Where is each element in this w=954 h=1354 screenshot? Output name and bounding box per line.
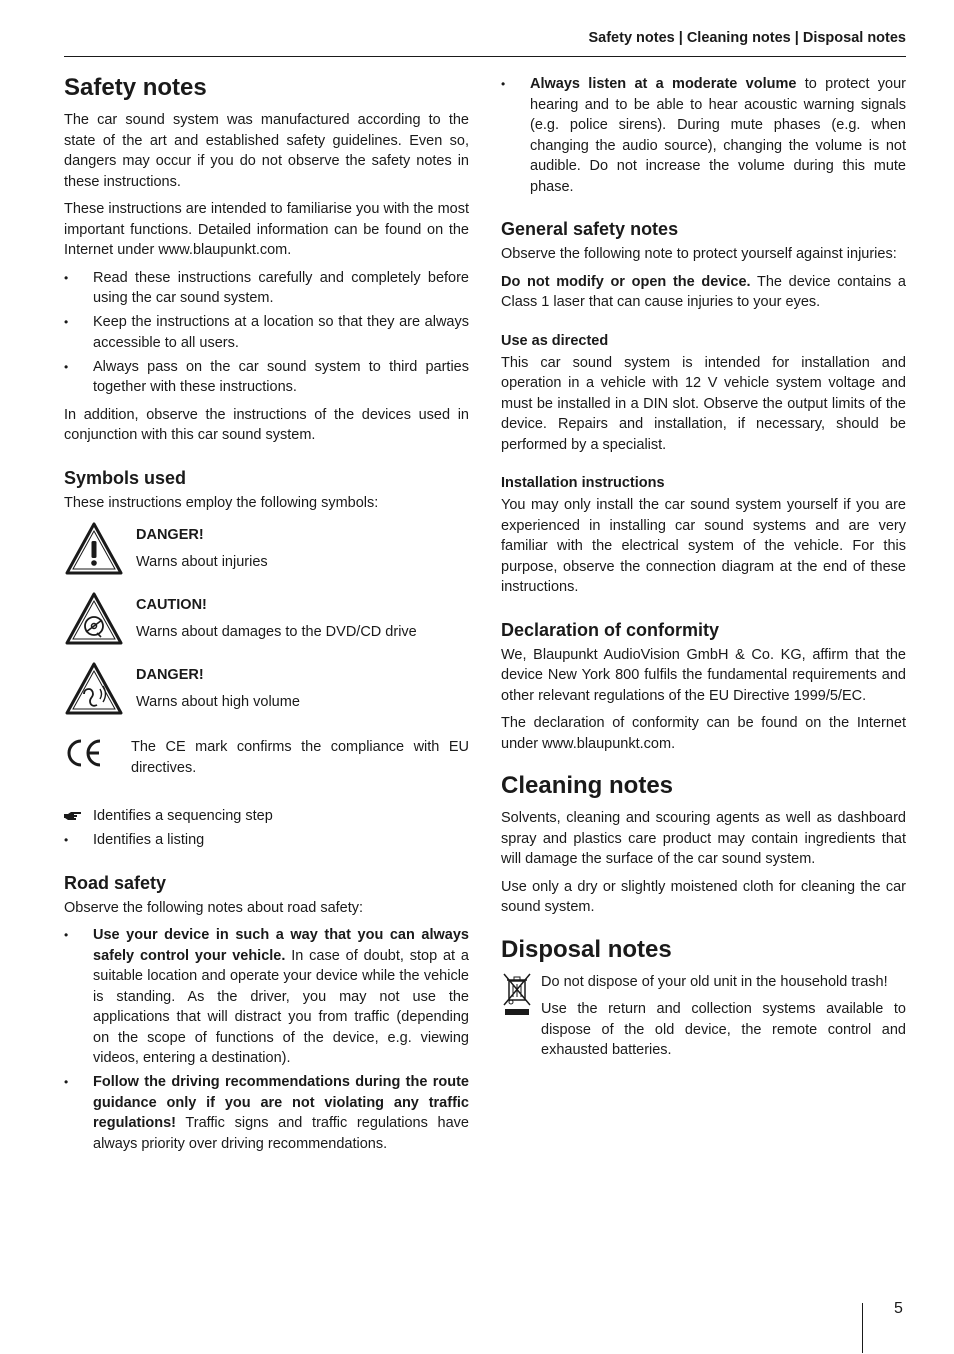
safety-notes-heading: Safety notes	[64, 74, 207, 101]
list-item	[64, 1072, 469, 1154]
safety-paragraph-2: These instructions are intended to familiarise you with the most important functions. Detailed information can be found on the Internet under www.blaupunkt.com.	[64, 201, 469, 258]
warning-triangle-icon	[64, 521, 136, 583]
volume-list	[501, 74, 906, 197]
pointing-hand-icon	[64, 811, 82, 821]
symbol-danger-volume	[64, 661, 469, 723]
road-safety-heading: Road safety	[64, 872, 167, 893]
page-number: 5	[894, 1300, 903, 1317]
modify-bold: Do not modify or open the device.	[501, 273, 751, 290]
general-safety-heading: General safety notes	[501, 219, 679, 239]
safety-bullet-list	[64, 268, 469, 398]
list-item	[64, 806, 469, 827]
crossed-bin-icon	[501, 972, 541, 1068]
list-item	[64, 925, 469, 1069]
symbol-description: Warns about injuries	[136, 554, 268, 570]
disposal-row	[501, 972, 906, 1068]
volume-text: to protect your hearing and to be able to hear acoustic warning signals (e.g. police sirens). During mute phases (e.g. when changing the audio source), changing the volume is not audible. Do not increase the volume during this mute phase.	[530, 76, 906, 195]
list-item	[501, 74, 906, 197]
right-column	[501, 74, 906, 1068]
ce-mark-text: The CE mark confirms the compliance with EU directives.	[131, 739, 469, 776]
list-item: • Read these instructions carefully and completely before using the car sound system.	[64, 268, 469, 309]
left-column	[64, 70, 469, 1161]
ce-mark-row	[64, 737, 469, 778]
ce-mark-icon	[64, 737, 131, 778]
symbols-used-heading: Symbols used	[64, 467, 187, 488]
installation-heading: Installation instructions	[501, 475, 665, 491]
general-safety-intro: Observe the following note to protect yourself against injuries:	[501, 246, 897, 262]
safety-paragraph-3: In addition, observe the instructions of the devices used in conjunction with this car sound system.	[64, 406, 469, 443]
symbol-description: Warns about high volume	[136, 694, 300, 710]
list-item: • Keep the instructions at a location so that they are always accessible to all users.	[64, 312, 469, 353]
road-item-bold: Follow the driving recommendations during the route guidance only if you are not violating any traffic regulations!	[93, 1074, 469, 1131]
modify-text: The device contains a Class 1 laser that can cause injuries to your eyes.	[501, 273, 906, 310]
header-rule	[64, 56, 906, 57]
use-as-directed-heading: Use as directed	[501, 332, 609, 349]
symbol-title: CAUTION!	[136, 597, 207, 613]
symbol-title: DANGER!	[136, 667, 204, 683]
conformity-heading: Declaration of conformity	[501, 619, 720, 640]
symbol-danger-injury	[64, 521, 469, 583]
conformity-paragraph-2: The declaration of conformity can be found on the Internet under www.blaupunkt.com.	[501, 715, 906, 752]
safety-paragraph-1: The car sound system was manufactured according to the state of the art and established safety guidelines. Even so, dangers may occur if you do not observe the safety notes in these instructions.	[64, 112, 469, 190]
symbol-title: DANGER!	[136, 527, 204, 543]
road-item-bold: Use your device in such a way that you can always safely control your vehicle.	[93, 927, 469, 964]
use-as-directed-text: This car sound system is intended for installation and operation in a vehicle with 12 V vehicle system voltage and must be installed in a DIN slot. Observe the output limits of the device. Repairs and installation, if necessary, should be performed by a specialist.	[501, 354, 906, 453]
ear-warning-icon	[64, 661, 136, 723]
road-item-text: In case of doubt, stop at a suitable location and operate your device while the vehicle is standing. As the driver, you may not use the applications that will distract you from traffic (depending on the scope of functions of the device, e.g. viewing videos, entering a destination).	[93, 947, 469, 1066]
disposal-paragraph-1: Do not dispose of your old unit in the household trash!	[541, 973, 888, 990]
conformity-paragraph-1: We, Blaupunkt AudioVision GmbH & Co. KG, affirm that the device New York 800 fulfils the fundamental requirements and other relevant regulations of the EU Directive 1999/5/EC.	[501, 646, 906, 704]
list-item: • Identifies a listing	[64, 830, 469, 851]
running-header: Safety notes | Cleaning notes | Disposal notes	[588, 30, 906, 46]
installation-text: You may only install the car sound system yourself if you are experienced in installing car sound systems and are very familiar with the electrical system of the vehicle. For this purpose, observe the connection diagram at the end of these instructions.	[501, 497, 906, 595]
symbols-intro: These instructions employ the following symbols:	[64, 494, 379, 511]
page-number-rule	[862, 1303, 863, 1353]
disposal-notes-heading: Disposal notes	[501, 935, 672, 963]
disposal-paragraph-2: Use the return and collection systems available to dispose of the old device, the remote control and exhausted batteries.	[541, 1001, 906, 1058]
volume-bold: Always listen at a moderate volume	[530, 76, 797, 92]
road-item-text: Traffic signs and traffic regulations have always priority over driving recommendations.	[93, 1115, 469, 1152]
list-item: • Always pass on the car sound system to third parties together with these instructions.	[64, 357, 469, 398]
cleaning-notes-heading: Cleaning notes	[501, 772, 674, 799]
symbol-caution-drive	[64, 591, 469, 653]
disc-warning-icon	[64, 591, 136, 653]
cleaning-paragraph-1: Solvents, cleaning and scouring agents as well as dashboard spray and plastics care product may contain ingredients that will damage the surface of the car sound system.	[501, 810, 906, 867]
road-safety-list	[64, 925, 469, 1154]
cleaning-paragraph-2: Use only a dry or slightly moistened cloth for cleaning the car sound system.	[501, 878, 906, 915]
legend-text: Identifies a sequencing step	[93, 808, 273, 824]
modify-warning	[501, 272, 906, 313]
symbol-legend-list	[64, 806, 469, 851]
symbol-description: Warns about damages to the DVD/CD drive	[136, 624, 417, 640]
road-safety-intro: Observe the following notes about road safety:	[64, 899, 364, 916]
